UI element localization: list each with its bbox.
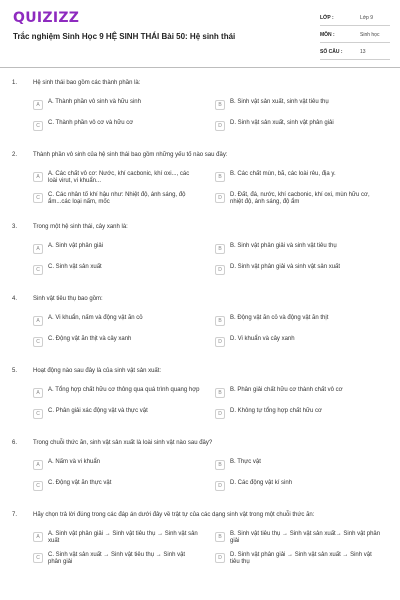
question-text: Trong chuỗi thức ăn, sinh vật sản xuất là loài sinh vật nào sau đây?	[33, 440, 213, 446]
question-5	[0, 360, 400, 432]
meta-row-grade	[320, 10, 390, 26]
option-letter-box: B	[215, 532, 225, 542]
option-text: C. Động vật ăn thực vật	[48, 480, 112, 486]
meta-value: Lớp 9	[360, 15, 374, 21]
question-text: Trong một hệ sinh thái, cây xanh là:	[33, 224, 128, 230]
option-d[interactable]	[215, 263, 385, 277]
option-letter-box: B	[215, 172, 225, 182]
worksheet-meta	[320, 10, 390, 61]
option-text: A. Tổng hợp chất hữu cơ thông qua quá trình quang hợp	[48, 387, 200, 393]
question-number: 7.	[12, 512, 18, 518]
option-letter-box: C	[33, 553, 43, 563]
option-letter-box: A	[33, 172, 43, 182]
question-7	[0, 504, 400, 576]
option-letter-box: D	[215, 481, 225, 491]
meta-label: LỚP :	[320, 15, 334, 21]
question-number: 6.	[12, 440, 18, 446]
option-text: C. Sinh vật sản xuất	[48, 264, 102, 270]
option-text: C. Động vật ăn thịt và cây xanh	[48, 336, 132, 342]
option-text: B. Động vật ăn cỏ và động vật ăn thịt	[230, 315, 329, 321]
meta-row-question-count	[320, 44, 390, 60]
option-letter-box: A	[33, 316, 43, 326]
option-c[interactable]	[33, 479, 203, 493]
option-letter-box: D	[215, 193, 225, 203]
option-text: A. Nấm và vi khuẩn	[48, 459, 101, 465]
question-number: 4.	[12, 296, 18, 302]
option-c[interactable]	[33, 191, 203, 205]
meta-label: MÔN :	[320, 32, 335, 38]
meta-row-subject	[320, 27, 390, 43]
option-text: D. Không tự tổng hợp chất hữu cơ	[230, 408, 322, 414]
option-letter-box: B	[215, 244, 225, 254]
option-b[interactable]	[215, 386, 385, 400]
option-letter-box: B	[215, 460, 225, 470]
question-number: 2.	[12, 152, 18, 158]
question-text: Thành phần vô sinh của hệ sinh thái bao gồm những yếu tố nào sau đây:	[33, 152, 228, 158]
question-2	[0, 144, 400, 216]
option-text: A. Sinh vật phân giải → Sinh vật tiêu thụ → Sinh vật sản xuất	[48, 531, 198, 544]
option-text: C. Sinh vật sản xuất → Sinh vật tiêu thụ → Sinh vật phân giải	[48, 552, 186, 565]
option-c[interactable]	[33, 263, 203, 277]
option-b[interactable]	[215, 170, 385, 184]
option-d[interactable]	[215, 335, 385, 349]
option-b[interactable]	[215, 314, 385, 328]
question-number: 1.	[12, 80, 18, 86]
quizizz-logo: QUIZIZZ	[13, 10, 80, 26]
option-letter-box: B	[215, 388, 225, 398]
meta-value: Sinh học	[360, 32, 380, 38]
option-text: B. Sinh vật phân giải và sinh vật tiêu thụ	[230, 243, 337, 249]
option-a[interactable]	[33, 386, 203, 400]
option-a[interactable]	[33, 98, 203, 112]
option-d[interactable]	[215, 407, 385, 421]
option-text: A. Thành phần vô sinh và hữu sinh	[48, 99, 141, 105]
question-list	[0, 72, 400, 576]
option-letter-box: A	[33, 388, 43, 398]
option-letter-box: C	[33, 121, 43, 131]
option-letter-box: A	[33, 244, 43, 254]
option-text: C. Thành phần vô cơ và hữu cơ	[48, 120, 134, 126]
meta-label: SỐ CÂU :	[320, 49, 343, 55]
option-d[interactable]	[215, 191, 385, 205]
option-b[interactable]	[215, 242, 385, 256]
option-letter-box: C	[33, 265, 43, 275]
option-letter-box: A	[33, 460, 43, 470]
option-text: B. Phân giải chất hữu cơ thành chất vô cơ	[230, 387, 343, 393]
option-text: A. Sinh vật phân giải	[48, 243, 104, 249]
option-c[interactable]	[33, 551, 203, 565]
option-a[interactable]	[33, 242, 203, 256]
option-letter-box: C	[33, 193, 43, 203]
option-letter-box: B	[215, 316, 225, 326]
option-b[interactable]	[215, 530, 385, 544]
option-letter-box: C	[33, 481, 43, 491]
option-letter-box: D	[215, 337, 225, 347]
option-text: D. Vi khuẩn và cây xanh	[230, 336, 295, 342]
question-text: Hệ sinh thái bao gồm các thành phần là:	[33, 80, 141, 86]
question-text: Hoạt động nào sau đây là của sinh vật sản xuất:	[33, 368, 162, 374]
option-c[interactable]	[33, 407, 203, 421]
option-text: B. Sinh vật sản xuất, sinh vật tiêu thụ	[230, 99, 329, 105]
option-letter-box: A	[33, 100, 43, 110]
option-c[interactable]	[33, 119, 203, 133]
option-letter-box: D	[215, 265, 225, 275]
option-letter-box: C	[33, 337, 43, 347]
option-text: B. Sinh vật tiêu thụ → Sinh vật sản xuất→ Sinh vật phân giải	[230, 531, 381, 544]
option-letter-box: C	[33, 409, 43, 419]
question-number: 3.	[12, 224, 18, 230]
option-text: B. Các chất mùn, bã, các loài rêu, địa y.	[230, 171, 336, 177]
question-text: Sinh vật tiêu thụ bao gồm:	[33, 296, 103, 302]
question-text: Hãy chọn trả lời đúng trong các đáp án dưới đây về trật tự của các dạng sinh vật trong một chuỗi thức ăn:	[33, 512, 315, 518]
option-a[interactable]	[33, 314, 203, 328]
option-letter-box: D	[215, 409, 225, 419]
option-text: D. Sinh vật sản xuất, sinh vật phân giải	[230, 120, 334, 126]
option-text: C. Các nhân tố khí hậu như: Nhiệt độ, ánh sáng, độ ẩm...các loại nấm, mốc	[48, 192, 186, 205]
option-d[interactable]	[215, 551, 385, 565]
option-text: D. Các động vật kí sinh	[230, 480, 293, 486]
option-letter-box: D	[215, 553, 225, 563]
option-text: C. Phân giải xác động vật và thực vật	[48, 408, 148, 414]
option-text: D. Sinh vật phân giải → Sinh vật sản xuất → Sinh vật tiêu thụ	[230, 552, 372, 565]
question-3	[0, 216, 400, 288]
option-d[interactable]	[215, 479, 385, 493]
option-b[interactable]	[215, 98, 385, 112]
question-6	[0, 432, 400, 504]
question-number: 5.	[12, 368, 18, 374]
option-text: D. Sinh vật phân giải và sinh vật sản xuất	[230, 264, 341, 270]
meta-value: 13	[360, 49, 366, 55]
option-letter-box: A	[33, 532, 43, 542]
option-c[interactable]	[33, 335, 203, 349]
option-text: B. Thực vật	[230, 459, 261, 465]
question-4	[0, 288, 400, 360]
option-a[interactable]	[33, 458, 203, 472]
option-letter-box: D	[215, 121, 225, 131]
option-letter-box: B	[215, 100, 225, 110]
option-a[interactable]	[33, 530, 203, 544]
option-text: A. Vi khuẩn, nấm và động vật ăn cỏ	[48, 315, 143, 321]
worksheet-header	[0, 0, 400, 68]
option-b[interactable]	[215, 458, 385, 472]
option-a[interactable]	[33, 170, 203, 184]
option-text: D. Đất, đá, nước, khí cacbonic, khí oxi, mùn hữu cơ, nhiệt độ, ánh sáng, độ ẩm	[230, 192, 370, 205]
option-text: A. Các chất vô cơ: Nước, khí cacbonic, khí oxi..., các loài virut, vi khuẩn...	[48, 171, 190, 184]
question-1	[0, 72, 400, 144]
option-d[interactable]	[215, 119, 385, 133]
worksheet-title: Trắc nghiệm Sinh Học 9 HỆ SINH THÁI Bài 50: Hệ sinh thái	[13, 32, 236, 41]
